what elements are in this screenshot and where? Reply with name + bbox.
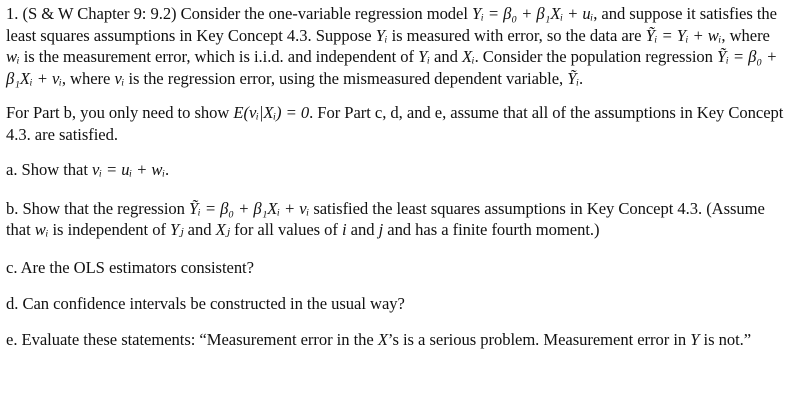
math-Yt: Ỹᵢ [567, 68, 580, 88]
intro-text-7: . Consider the population regression [474, 47, 713, 66]
intro-text-8: , where [61, 68, 111, 88]
error-decomposition-equation: vᵢ = uᵢ + wᵢ [92, 160, 166, 179]
part-b-math-j: j [378, 220, 384, 239]
part-c-label: c. [6, 257, 18, 277]
intro-text-2: , and suppose it satisfies the least squares assumptions in Key Concept 4.3. Suppose [6, 4, 777, 45]
part-b-text-2: satisfied the least squares assumptions in Key Concept 4.3. (Assume that [6, 198, 765, 239]
note-text-1: For Part b, you only need to show [6, 103, 230, 122]
part-b-regression-equation: Ỹᵢ = β₀ + β₁Xᵢ + vᵢ [188, 198, 310, 218]
problem-intro [6, 3, 784, 89]
conditional-expectation-equation: E(vᵢ|Xᵢ) = 0 [233, 103, 310, 122]
part-b-text-3: is independent of [52, 220, 166, 239]
part-a-label: a. [6, 160, 18, 179]
regression-model-equation: Yᵢ = β₀ + β₁Xᵢ + uᵢ [472, 4, 594, 23]
part-b-math-i: i [341, 220, 347, 239]
part-a [6, 159, 784, 181]
intro-text-4: , where [721, 25, 770, 45]
part-b-text-4: and [187, 220, 212, 239]
part-b [6, 198, 784, 241]
part-a-text-1: Show that [21, 160, 88, 179]
part-c-text: Are the OLS estimators consistent? [20, 257, 254, 277]
part-a-text-2: . [165, 160, 170, 179]
part-d-label: d. [6, 294, 19, 313]
math-Yi: Yᵢ [375, 25, 388, 45]
intro-text-1: Consider the one-variable regression model [180, 4, 468, 23]
part-d [6, 293, 784, 315]
part-b-label: b. [6, 198, 19, 218]
math-Yi-2: Yᵢ [418, 47, 430, 66]
intro-text-9: is the regression error, using the mismeasured dependent variable, [128, 68, 564, 88]
part-d-text: Can confidence intervals be constructed in the usual way? [22, 294, 405, 313]
intro-text-5: is the measurement error, which is i.i.d. and independent of [23, 47, 415, 66]
intro-text-10: . [579, 68, 584, 88]
intro-text-3: is measured with error, so the data are [391, 25, 642, 45]
math-wi: wᵢ [6, 47, 20, 66]
note-text-2: . For Part c, d, and e, assume that all of the assumptions in Key Concept 4.3. are satisfied. [6, 103, 784, 144]
part-b-math-Xj: Xⱼ [215, 220, 231, 239]
part-e-text-2: ’s is a serious problem. Measurement error in [387, 329, 687, 349]
part-e-math-Y: Y [690, 329, 700, 349]
population-regression-equation: Ỹᵢ = β₀ + β₁Xᵢ + vᵢ [6, 47, 778, 88]
part-c [6, 257, 784, 279]
part-b-math-Yj: Yⱼ [170, 220, 184, 239]
question-number: 1. [6, 4, 19, 23]
part-b-text-7: and has a finite fourth moment.) [387, 220, 600, 239]
measured-Y-equation: Ỹᵢ = Yᵢ + wᵢ [645, 25, 722, 45]
instructions-note [6, 102, 784, 145]
intro-text-6: and [434, 47, 458, 66]
part-b-math-wi: wᵢ [34, 220, 49, 239]
part-e-text-3: is not.” [703, 329, 752, 349]
part-e-text-1: Evaluate these statements: “Measurement error in the [21, 329, 374, 349]
source-reference: (S & W Chapter 9: 9.2) [22, 4, 177, 23]
part-b-text-1: Show that the regression [22, 198, 185, 218]
part-e-math-X: X [377, 329, 388, 349]
part-e-label: e. [6, 329, 18, 349]
part-b-text-5: for all values of [234, 220, 338, 239]
math-Xi: Xᵢ [461, 47, 475, 66]
part-b-text-6: and [350, 220, 375, 239]
math-vi: vᵢ [114, 68, 125, 88]
part-e [6, 329, 784, 351]
